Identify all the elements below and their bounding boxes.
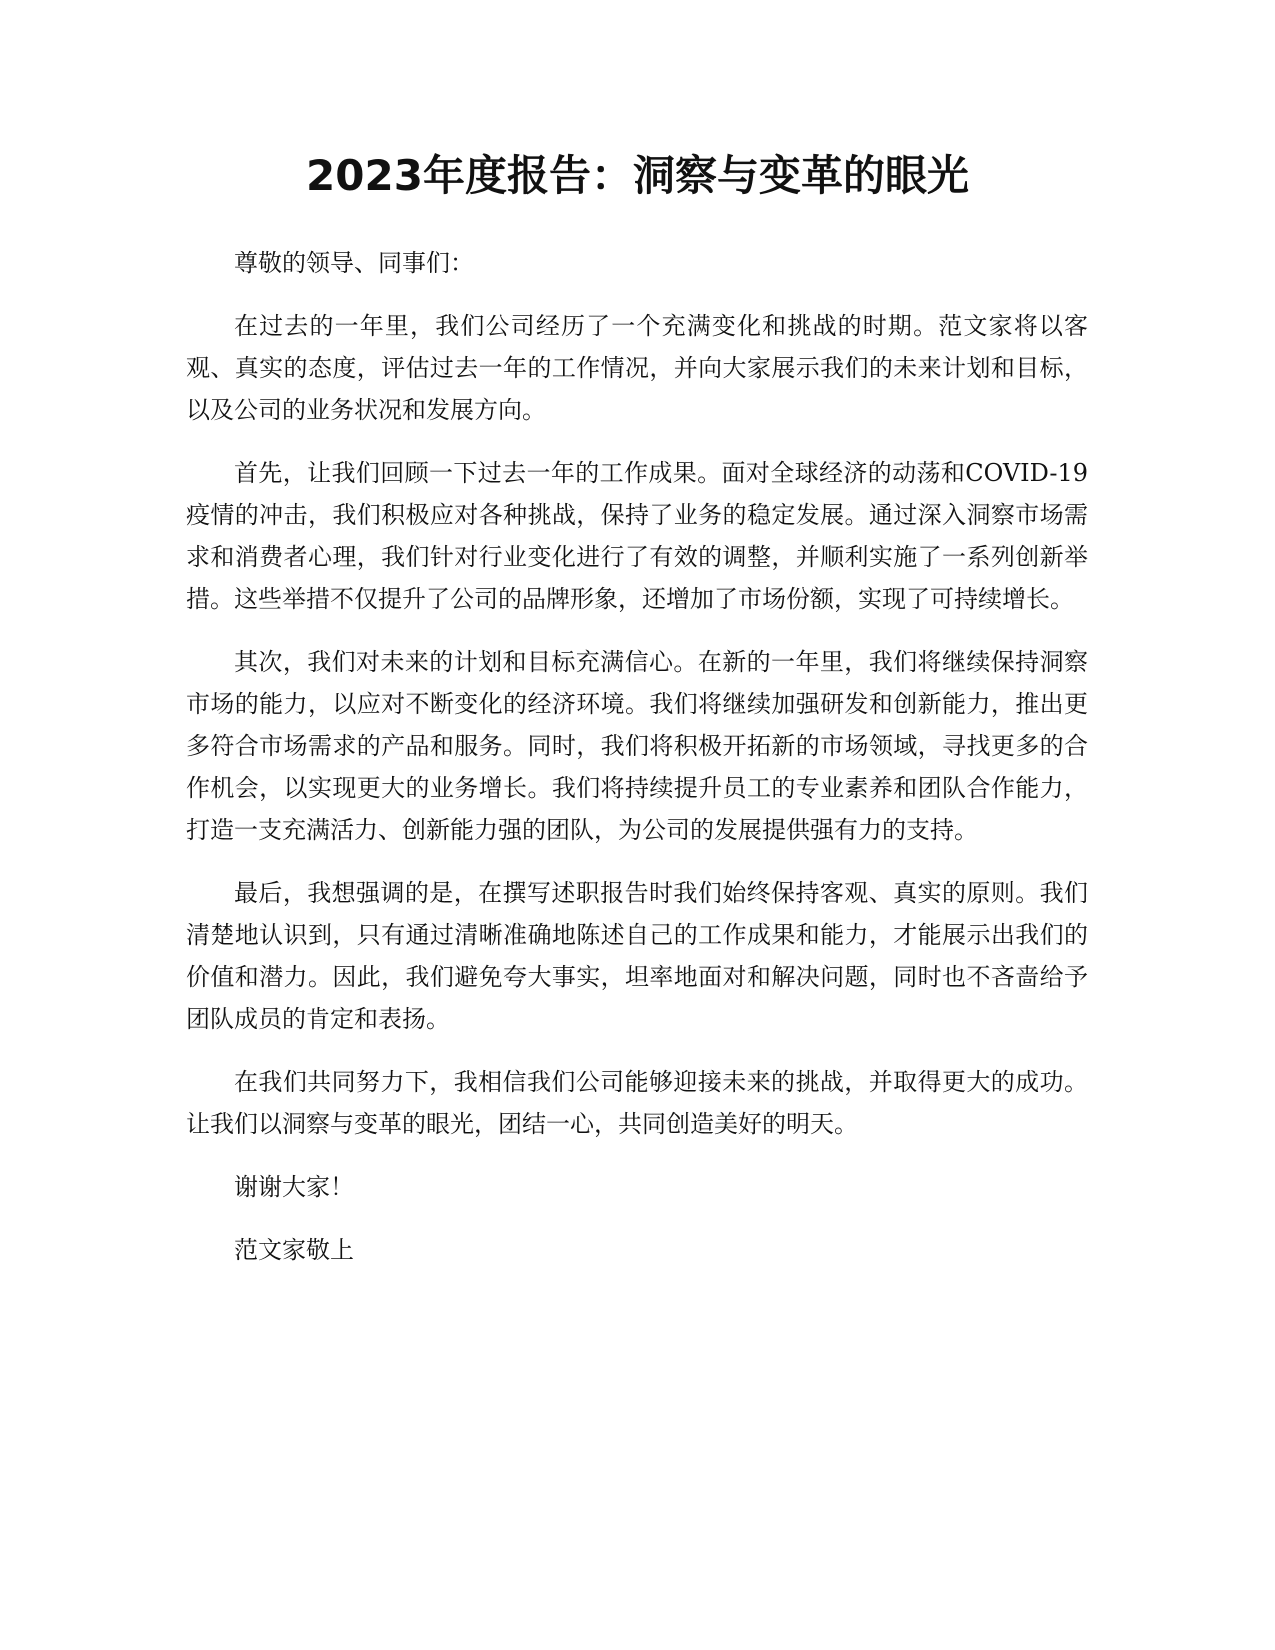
document-body: [186, 242, 1088, 1292]
document-title: 2023年度报告：洞察与变革的眼光: [306, 151, 969, 200]
paragraph-principles: 最后，我想强调的是，在撰写述职报告时我们始终保持客观、真实的原则。我们清楚地认识到，只有通过清晰准确地陈述自己的工作成果和能力，才能展示出我们的价值和潜力。因此，我们避免夸大事实，坦率地面对和解决问题，同时也不吝啬给予团队成员的肯定和表扬。: [186, 879, 1088, 1033]
closing-thanks: 谢谢大家！: [234, 1173, 354, 1201]
paragraph-review: 首先，让我们回顾一下过去一年的工作成果。面对全球经济的动荡和COVID-19疫情的冲击，我们积极应对各种挑战，保持了业务的稳定发展。通过深入洞察市场需求和消费者心理，我们针对行业变化进行了有效的调整，并顺利实施了一系列创新举措。这些举措不仅提升了公司的品牌形象，还增加了市场份额，实现了可持续增长。: [186, 459, 1088, 613]
paragraph-conclusion: 在我们共同努力下，我相信我们公司能够迎接未来的挑战，并取得更大的成功。让我们以洞察与变革的眼光，团结一心，共同创造美好的明天。: [186, 1068, 1088, 1138]
salutation: 尊敬的领导、同事们：: [234, 249, 474, 277]
paragraph-intro: 在过去的一年里，我们公司经历了一个充满变化和挑战的时期。范文家将以客观、真实的态度，评估过去一年的工作情况，并向大家展示我们的未来计划和目标，以及公司的业务状况和发展方向。: [186, 312, 1088, 424]
paragraph-plans: 其次，我们对未来的计划和目标充满信心。在新的一年里，我们将继续保持洞察市场的能力，以应对不断变化的经济环境。我们将继续加强研发和创新能力，推出更多符合市场需求的产品和服务。同时，我们将积极开拓新的市场领域，寻找更多的合作机会，以实现更大的业务增长。我们将持续提升员工的专业素养和团队合作能力，打造一支充满活力、创新能力强的团队，为公司的发展提供强有力的支持。: [186, 648, 1088, 844]
signature: 范文家敬上: [234, 1236, 354, 1264]
